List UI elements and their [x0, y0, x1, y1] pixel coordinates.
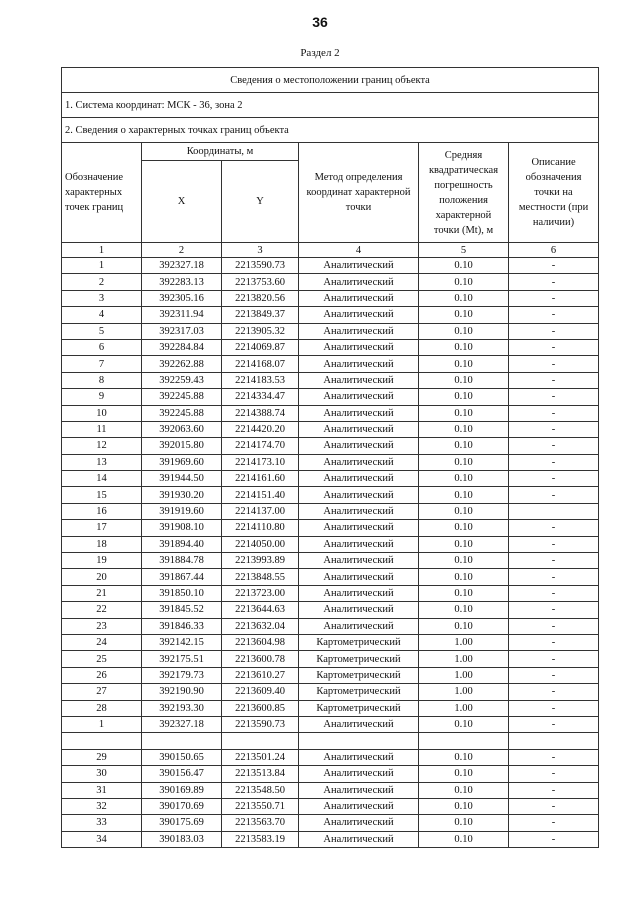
cell-method: Аналитический: [299, 815, 419, 831]
cell-point-id: 16: [62, 503, 142, 519]
cell-method: Аналитический: [299, 831, 419, 847]
cell-y-coord: 2213590.73: [222, 716, 299, 732]
cell-x-coord: 391969.60: [142, 454, 222, 470]
cell-method: Аналитический: [299, 487, 419, 503]
cell-x-coord: 391919.60: [142, 503, 222, 519]
table-row: [62, 307, 599, 323]
cell-description: -: [509, 553, 599, 569]
cell-y-coord: 2214151.40: [222, 487, 299, 503]
cell-x-coord: 390150.65: [142, 749, 222, 765]
cell-method: Аналитический: [299, 553, 419, 569]
cell-y-coord: 2213550.71: [222, 798, 299, 814]
cell-y-coord: 2214183.53: [222, 372, 299, 388]
cell-point-id: 5: [62, 323, 142, 339]
cell-method: Аналитический: [299, 290, 419, 306]
header-x: X: [142, 161, 222, 243]
table-row: [62, 585, 599, 601]
cell-method: Аналитический: [299, 421, 419, 437]
cell-description: -: [509, 667, 599, 683]
cell-point-id: 30: [62, 766, 142, 782]
cell-description: -: [509, 421, 599, 437]
cell-description: -: [509, 618, 599, 634]
cell-method: Аналитический: [299, 716, 419, 732]
cell-point-id: 1: [62, 258, 142, 274]
table-row: [62, 782, 599, 798]
cell-y-coord: 2213563.70: [222, 815, 299, 831]
cell-accuracy: 1.00: [419, 684, 509, 700]
cell-description: -: [509, 749, 599, 765]
cell-y-coord: 2213501.24: [222, 749, 299, 765]
cell-method: Картометрический: [299, 667, 419, 683]
cell-accuracy: 1.00: [419, 700, 509, 716]
table-row: [62, 323, 599, 339]
table-row: [62, 553, 599, 569]
cell-method: Аналитический: [299, 569, 419, 585]
cell-y-coord: 2214168.07: [222, 356, 299, 372]
cell-accuracy: 0.10: [419, 339, 509, 355]
cell-method: Аналитический: [299, 258, 419, 274]
table-row: [62, 602, 599, 618]
cell-description: -: [509, 487, 599, 503]
cell-point-id: 13: [62, 454, 142, 470]
cell-point-id: 27: [62, 684, 142, 700]
cell-point-id: 1: [62, 716, 142, 732]
cell-x-coord: 392179.73: [142, 667, 222, 683]
cell-x-coord: 391944.50: [142, 471, 222, 487]
cell-y-coord: 2213723.00: [222, 585, 299, 601]
cell-point-id: 34: [62, 831, 142, 847]
cell-description: -: [509, 520, 599, 536]
cell-description: -: [509, 471, 599, 487]
cell-point-id: 24: [62, 634, 142, 650]
cell-point-id: 10: [62, 405, 142, 421]
cell-x-coord: [142, 733, 222, 749]
header-description: Описание обозначения точки на местности (при наличии): [509, 143, 599, 243]
cell-accuracy: 0.10: [419, 585, 509, 601]
table-row: [62, 536, 599, 552]
table-row: [62, 421, 599, 437]
table-row: [62, 356, 599, 372]
cell-x-coord: 392015.80: [142, 438, 222, 454]
table-row: [62, 667, 599, 683]
column-number: 6: [509, 243, 599, 258]
cell-method: Аналитический: [299, 503, 419, 519]
cell-accuracy: 0.10: [419, 553, 509, 569]
cell-description: -: [509, 831, 599, 847]
cell-method: Аналитический: [299, 372, 419, 388]
cell-point-id: 23: [62, 618, 142, 634]
table-row: [62, 634, 599, 650]
table-row: [62, 700, 599, 716]
table-row: [62, 290, 599, 306]
header-coordinates: Координаты, м: [142, 143, 299, 161]
cell-accuracy: 0.10: [419, 716, 509, 732]
page-number: 36: [312, 14, 328, 30]
cell-method: Аналитический: [299, 585, 419, 601]
cell-point-id: 8: [62, 372, 142, 388]
cell-point-id: 9: [62, 389, 142, 405]
cell-point-id: 32: [62, 798, 142, 814]
cell-method: Аналитический: [299, 356, 419, 372]
cell-accuracy: 1.00: [419, 634, 509, 650]
cell-method: Картометрический: [299, 684, 419, 700]
cell-x-coord: 391930.20: [142, 487, 222, 503]
cell-point-id: 12: [62, 438, 142, 454]
cell-point-id: 28: [62, 700, 142, 716]
cell-x-coord: 392063.60: [142, 421, 222, 437]
cell-accuracy: 0.10: [419, 258, 509, 274]
cell-description: -: [509, 405, 599, 421]
cell-x-coord: 391908.10: [142, 520, 222, 536]
cell-method: Аналитический: [299, 782, 419, 798]
cell-x-coord: 390170.69: [142, 798, 222, 814]
table-row: [62, 618, 599, 634]
cell-x-coord: 390156.47: [142, 766, 222, 782]
cell-point-id: 17: [62, 520, 142, 536]
cell-accuracy: 0.10: [419, 372, 509, 388]
cell-x-coord: 392327.18: [142, 258, 222, 274]
cell-method: Картометрический: [299, 700, 419, 716]
section-title: Раздел 2: [300, 47, 340, 59]
header-y: Y: [222, 161, 299, 243]
cell-x-coord: 392283.13: [142, 274, 222, 290]
cell-y-coord: 2213753.60: [222, 274, 299, 290]
cell-point-id: 20: [62, 569, 142, 585]
cell-y-coord: 2214137.00: [222, 503, 299, 519]
cell-method: Картометрический: [299, 651, 419, 667]
cell-accuracy: [419, 733, 509, 749]
cell-accuracy: 0.10: [419, 454, 509, 470]
cell-description: -: [509, 372, 599, 388]
cell-y-coord: 2214420.20: [222, 421, 299, 437]
cell-y-coord: 2213600.85: [222, 700, 299, 716]
cell-point-id: 6: [62, 339, 142, 355]
cell-method: Аналитический: [299, 405, 419, 421]
cell-description: -: [509, 569, 599, 585]
cell-description: -: [509, 274, 599, 290]
cell-x-coord: 392317.03: [142, 323, 222, 339]
cell-accuracy: 0.10: [419, 798, 509, 814]
table-row: [62, 471, 599, 487]
cell-point-id: 7: [62, 356, 142, 372]
cell-description: -: [509, 454, 599, 470]
cell-accuracy: 0.10: [419, 782, 509, 798]
cell-description: -: [509, 815, 599, 831]
cell-method: Аналитический: [299, 438, 419, 454]
cell-y-coord: 2214069.87: [222, 339, 299, 355]
cell-x-coord: 391846.33: [142, 618, 222, 634]
cell-description: -: [509, 356, 599, 372]
cell-description: -: [509, 684, 599, 700]
cell-accuracy: 1.00: [419, 651, 509, 667]
cell-accuracy: 1.00: [419, 667, 509, 683]
column-number: 2: [142, 243, 222, 258]
cell-method: Аналитический: [299, 618, 419, 634]
cell-x-coord: 391894.40: [142, 536, 222, 552]
cell-x-coord: 390183.03: [142, 831, 222, 847]
cell-method: Аналитический: [299, 454, 419, 470]
table-row: [62, 749, 599, 765]
table-row: [62, 339, 599, 355]
cell-description: -: [509, 700, 599, 716]
cell-method: Аналитический: [299, 798, 419, 814]
cell-description: -: [509, 782, 599, 798]
cell-method: Аналитический: [299, 323, 419, 339]
boundary-points-table: [61, 67, 599, 848]
cell-accuracy: 0.10: [419, 815, 509, 831]
table-row: [62, 405, 599, 421]
cell-accuracy: 0.10: [419, 749, 509, 765]
cell-description: -: [509, 634, 599, 650]
cell-y-coord: 2213583.19: [222, 831, 299, 847]
column-number: 4: [299, 243, 419, 258]
cell-accuracy: 0.10: [419, 356, 509, 372]
cell-accuracy: 0.10: [419, 438, 509, 454]
cell-method: Аналитический: [299, 766, 419, 782]
cell-accuracy: 0.10: [419, 503, 509, 519]
cell-description: -: [509, 339, 599, 355]
cell-x-coord: 392245.88: [142, 405, 222, 421]
table-row: [62, 733, 599, 749]
cell-x-coord: 391850.10: [142, 585, 222, 601]
cell-description: -: [509, 602, 599, 618]
cell-accuracy: 0.10: [419, 323, 509, 339]
cell-description: -: [509, 536, 599, 552]
cell-description: -: [509, 798, 599, 814]
table-row: [62, 258, 599, 274]
table-row: [62, 716, 599, 732]
cell-y-coord: 2213590.73: [222, 258, 299, 274]
cell-description: [509, 733, 599, 749]
cell-accuracy: 0.10: [419, 290, 509, 306]
cell-y-coord: 2213993.89: [222, 553, 299, 569]
table-row: [62, 372, 599, 388]
cell-method: Аналитический: [299, 307, 419, 323]
cell-y-coord: [222, 733, 299, 749]
column-number: 3: [222, 243, 299, 258]
cell-y-coord: 2214174.70: [222, 438, 299, 454]
cell-point-id: 3: [62, 290, 142, 306]
cell-point-id: 25: [62, 651, 142, 667]
table-row: [62, 503, 599, 519]
cell-point-id: 29: [62, 749, 142, 765]
cell-point-id: 18: [62, 536, 142, 552]
cell-point-id: 2: [62, 274, 142, 290]
cell-description: -: [509, 389, 599, 405]
cell-x-coord: 391845.52: [142, 602, 222, 618]
cell-accuracy: 0.10: [419, 421, 509, 437]
header-accuracy: Средняя квадратическая погрешность положения характерной точки (Mt), м: [419, 143, 509, 243]
cell-point-id: 4: [62, 307, 142, 323]
table-row: [62, 454, 599, 470]
cell-point-id: 31: [62, 782, 142, 798]
header-method: Метод определения координат характерной точки: [299, 143, 419, 243]
cell-description: -: [509, 585, 599, 601]
cell-x-coord: 392259.43: [142, 372, 222, 388]
cell-y-coord: 2213513.84: [222, 766, 299, 782]
cell-point-id: [62, 733, 142, 749]
cell-y-coord: 2213609.40: [222, 684, 299, 700]
cell-y-coord: 2213905.32: [222, 323, 299, 339]
cell-accuracy: 0.10: [419, 520, 509, 536]
table-title: Сведения о местоположении границ объекта: [62, 68, 599, 93]
cell-accuracy: 0.10: [419, 831, 509, 847]
table-row: [62, 766, 599, 782]
cell-description: [509, 503, 599, 519]
cell-x-coord: 392193.30: [142, 700, 222, 716]
table-subtitle: 2. Сведения о характерных точках границ объекта: [62, 118, 599, 143]
cell-accuracy: 0.10: [419, 618, 509, 634]
cell-point-id: 19: [62, 553, 142, 569]
cell-method: Картометрический: [299, 634, 419, 650]
table-body: [62, 258, 599, 848]
cell-y-coord: 2214161.60: [222, 471, 299, 487]
column-number: 1: [62, 243, 142, 258]
table-row: [62, 831, 599, 847]
cell-point-id: 14: [62, 471, 142, 487]
column-number: 5: [419, 243, 509, 258]
cell-y-coord: 2214110.80: [222, 520, 299, 536]
table-row: [62, 651, 599, 667]
cell-y-coord: 2213820.56: [222, 290, 299, 306]
table-row: [62, 520, 599, 536]
cell-accuracy: 0.10: [419, 487, 509, 503]
cell-method: Аналитический: [299, 389, 419, 405]
cell-method: [299, 733, 419, 749]
cell-description: -: [509, 290, 599, 306]
cell-accuracy: 0.10: [419, 405, 509, 421]
cell-y-coord: 2213848.55: [222, 569, 299, 585]
table-row: [62, 389, 599, 405]
cell-point-id: 33: [62, 815, 142, 831]
cell-x-coord: 392175.51: [142, 651, 222, 667]
cell-y-coord: 2213610.27: [222, 667, 299, 683]
cell-y-coord: 2213604.98: [222, 634, 299, 650]
cell-accuracy: 0.10: [419, 536, 509, 552]
table-row: [62, 815, 599, 831]
cell-y-coord: 2213632.04: [222, 618, 299, 634]
table-row: [62, 274, 599, 290]
cell-x-coord: 392327.18: [142, 716, 222, 732]
cell-method: Аналитический: [299, 339, 419, 355]
cell-y-coord: 2214334.47: [222, 389, 299, 405]
cell-accuracy: 0.10: [419, 307, 509, 323]
cell-point-id: 26: [62, 667, 142, 683]
cell-method: Аналитический: [299, 749, 419, 765]
cell-accuracy: 0.10: [419, 766, 509, 782]
cell-y-coord: 2213600.78: [222, 651, 299, 667]
cell-x-coord: 392142.15: [142, 634, 222, 650]
table-row: [62, 798, 599, 814]
cell-method: Аналитический: [299, 602, 419, 618]
cell-y-coord: 2214388.74: [222, 405, 299, 421]
cell-x-coord: 392245.88: [142, 389, 222, 405]
cell-point-id: 15: [62, 487, 142, 503]
table-row: [62, 487, 599, 503]
cell-x-coord: 392262.88: [142, 356, 222, 372]
cell-y-coord: 2214050.00: [222, 536, 299, 552]
table-row: [62, 438, 599, 454]
cell-x-coord: 392305.16: [142, 290, 222, 306]
cell-x-coord: 392284.84: [142, 339, 222, 355]
cell-x-coord: 391884.78: [142, 553, 222, 569]
cell-description: -: [509, 258, 599, 274]
cell-point-id: 21: [62, 585, 142, 601]
cell-description: -: [509, 438, 599, 454]
cell-accuracy: 0.10: [419, 389, 509, 405]
cell-method: Аналитический: [299, 536, 419, 552]
cell-point-id: 22: [62, 602, 142, 618]
cell-method: Аналитический: [299, 520, 419, 536]
cell-y-coord: 2213644.63: [222, 602, 299, 618]
cell-y-coord: 2214173.10: [222, 454, 299, 470]
cell-point-id: 11: [62, 421, 142, 437]
cell-accuracy: 0.10: [419, 569, 509, 585]
cell-accuracy: 0.10: [419, 274, 509, 290]
cell-description: -: [509, 716, 599, 732]
coordinate-system: 1. Система координат: МСК - 36, зона 2: [62, 93, 599, 118]
cell-accuracy: 0.10: [419, 602, 509, 618]
cell-method: Аналитический: [299, 471, 419, 487]
header-point: Обозначение характерных точек границ: [62, 143, 142, 243]
cell-description: -: [509, 323, 599, 339]
cell-x-coord: 390169.89: [142, 782, 222, 798]
cell-x-coord: 392311.94: [142, 307, 222, 323]
table-row: [62, 569, 599, 585]
cell-description: -: [509, 651, 599, 667]
cell-y-coord: 2213548.50: [222, 782, 299, 798]
cell-accuracy: 0.10: [419, 471, 509, 487]
cell-y-coord: 2213849.37: [222, 307, 299, 323]
cell-x-coord: 390175.69: [142, 815, 222, 831]
cell-method: Аналитический: [299, 274, 419, 290]
cell-x-coord: 392190.90: [142, 684, 222, 700]
column-numbers-row: [62, 243, 599, 258]
cell-description: -: [509, 766, 599, 782]
table-row: [62, 684, 599, 700]
cell-x-coord: 391867.44: [142, 569, 222, 585]
cell-description: -: [509, 307, 599, 323]
